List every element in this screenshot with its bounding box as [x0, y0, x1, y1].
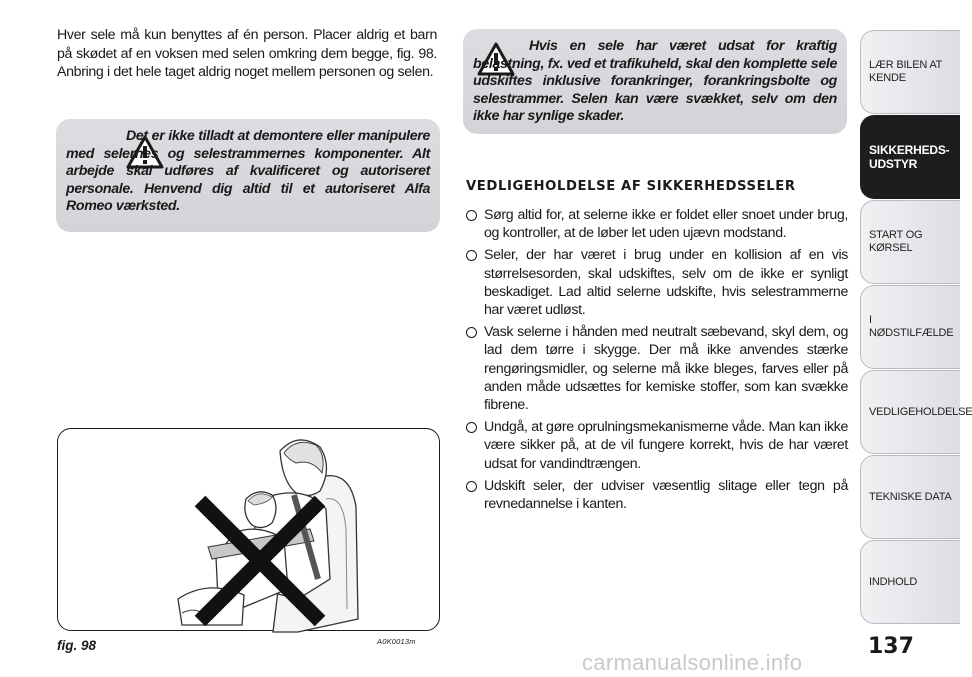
- tab-tekniske-data[interactable]: [860, 455, 960, 539]
- bullet-circle-icon: [466, 250, 477, 261]
- section-title: VEDLIGEHOLDELSE AF SIKKERHEDSSELER: [466, 179, 796, 194]
- list-item: [466, 418, 848, 473]
- tab-label: SIKKERHEDS-UDSTYR: [869, 143, 950, 171]
- tab-label: START OG KØRSEL: [869, 229, 923, 254]
- tab-start-og-korsel[interactable]: [860, 200, 960, 284]
- bullet-circle-icon: [466, 327, 477, 338]
- list-item: [466, 323, 848, 414]
- list-item-text: Undgå, at gøre oprulningsmekanismerne våde. Man kan ikke være sikker på, at de vil fungere korrekt, hvis de har været udsat for vandindtrængen.: [484, 419, 848, 472]
- bullet-circle-icon: [466, 481, 477, 492]
- tab-label: VEDLIGEHOLDELSE: [869, 405, 972, 418]
- figure-code: A0K0013m: [377, 637, 416, 646]
- figure-label: fig. 98: [57, 638, 97, 653]
- warning-box-right: [463, 29, 847, 134]
- tab-indhold[interactable]: [860, 540, 960, 624]
- tab-vedligeholdelse[interactable]: [860, 370, 972, 454]
- figure-98-illustration: [57, 428, 440, 631]
- list-item-text: Vask selerne i hånden med neutralt sæbevand, skyl dem, og lad dem tørre i skygge. Der må ikke anvendes stærke rengøringsmidler, og selerne må ikke bleges, farves eller på anden måde udsættes for kemiske stoffer, som kan svække fibrene.: [484, 324, 848, 414]
- tab-nodstilfaelde[interactable]: [860, 285, 960, 369]
- chapter-tabs: [860, 0, 972, 677]
- watermark: carmanualsonline.info: [582, 650, 803, 675]
- warning-text-left: Det er ikke tilladt at demontere eller manipulere med selernes og selestrammernes komponenter. Alt arbejde skal udføres af kvalificeret og autoriseret personale. Henvend dig altid til et autoriseret Alfa Romeo værksted.: [66, 128, 430, 215]
- tab-label: LÆR BILEN AT KENDE: [869, 59, 942, 84]
- list-item-text: Udskift seler, der udviser væsentlig slitage eller tegn på revnedannelse i kanten.: [484, 477, 848, 513]
- list-item-text: Seler, der har været i brug under en kollision af en vis størrelsesorden, skal udskiftes, selv om de ikke er synligt beskadiget. Lad altid selerne udskifte, hvis selestrammerne har været udløst.: [484, 247, 848, 319]
- tab-laer-bilen[interactable]: [860, 30, 960, 114]
- child-on-lap-illustration: [58, 429, 441, 632]
- intro-paragraph: Hver sele må kun benyttes af én person. Placer aldrig et barn på skødet af en voksen med selen omkring dem begge, fig. 98. Anbring i det hele taget aldrig noget mellem personen og selen.: [57, 27, 437, 80]
- tab-label: TEKNISKE DATA: [869, 490, 952, 503]
- list-item: [466, 206, 848, 242]
- page-number: 137: [868, 634, 914, 659]
- list-item: [466, 477, 848, 513]
- warning-text-right: Hvis en sele har været udsat for kraftig belastning, fx. ved et trafikuheld, skal den komplette sele udskiftes inklusive forankringer, forankringsbolte og selestrammer. Selen kan være svækket, selv om den ikke har synlige skader.: [473, 38, 837, 125]
- list-item: [466, 246, 848, 319]
- bullet-circle-icon: [466, 210, 477, 221]
- tab-sikkerhedsudstyr[interactable]: [860, 115, 960, 199]
- maintenance-bullet-list: [466, 206, 848, 517]
- tab-label: I NØDSTILFÆLDE: [869, 314, 954, 339]
- tab-label: INDHOLD: [869, 575, 918, 588]
- bullet-circle-icon: [466, 422, 477, 433]
- warning-box-left: [56, 119, 440, 232]
- list-item-text: Sørg altid for, at selerne ikke er foldet eller snoet under brug, og kontroller, at de løber let uden ujævn modstand.: [484, 207, 848, 242]
